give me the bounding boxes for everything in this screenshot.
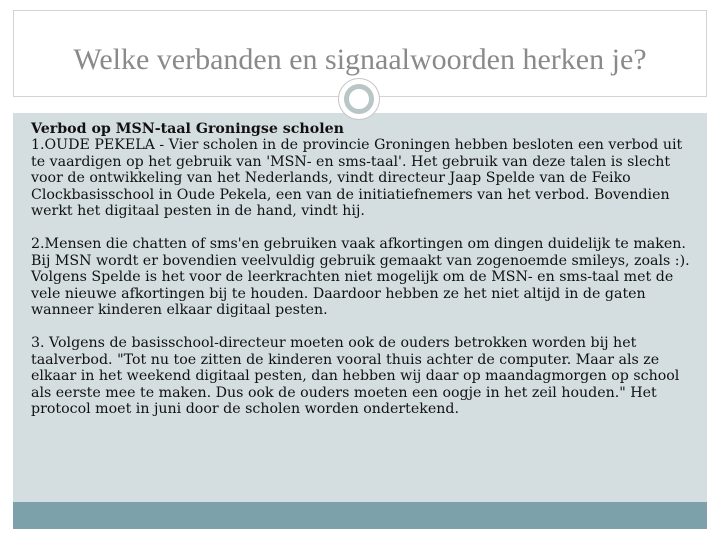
footer-bar [13, 502, 707, 529]
circle-ornament-icon [338, 78, 380, 120]
paragraph-2: 2.Mensen die chatten of sms'en gebruiken vaak afkortingen om dingen duidelijk te maken. Bij MSN wordt er bovendien veelvuldig gebruik gemaakt van zogenoemde smileys, zoals :). [31, 236, 690, 269]
paragraph-gap [31, 318, 699, 335]
article-heading: Verbod op MSN-taal Groningse scholen [31, 121, 344, 137]
body-text [31, 121, 699, 418]
ring-icon [344, 84, 374, 114]
paragraph-gap [31, 219, 699, 236]
slide-title: Welke verbanden en signaalwoorden herken je? [73, 43, 647, 76]
paragraph-4: 3. Volgens de basisschool-directeur moeten ook de ouders betrokken worden bij het taalverbod. "Tot nu toe zitten de kinderen vooral thuis achter de computer. Maar als ze elkaar in het weekend digitaal pesten, dan hebben wij daar op maandagmorgen op school als eerste mee te maken. Dus ook de ouders moeten een oogje in het zeil houden." Het protocol moet in juni door de scholen worden ondertekend. [31, 335, 680, 418]
paragraph-1: 1.OUDE PEKELA - Vier scholen in de provincie Groningen hebben besloten een verbod uit te vaardigen op het gebruik van 'MSN- en sms-taal'. Het gebruik van deze talen is slecht voor de ontwikkeling van het Nederlands, vindt directeur Jaap Spelde van de Feiko Clockbasisschool in Oude Pekela, een van de initiatiefnemers van het verbod. Bovendien werkt het digitaal pesten in de hand, vindt hij. [31, 137, 683, 220]
paragraph-3: Volgens Spelde is het voor de leerkrachten niet mogelijk om de MSN- en sms-taal met de vele nieuwe afkortingen bij te houden. Daardoor hebben ze het niet altijd in de gaten wanneer kinderen elkaar digitaal pesten. [31, 269, 674, 319]
